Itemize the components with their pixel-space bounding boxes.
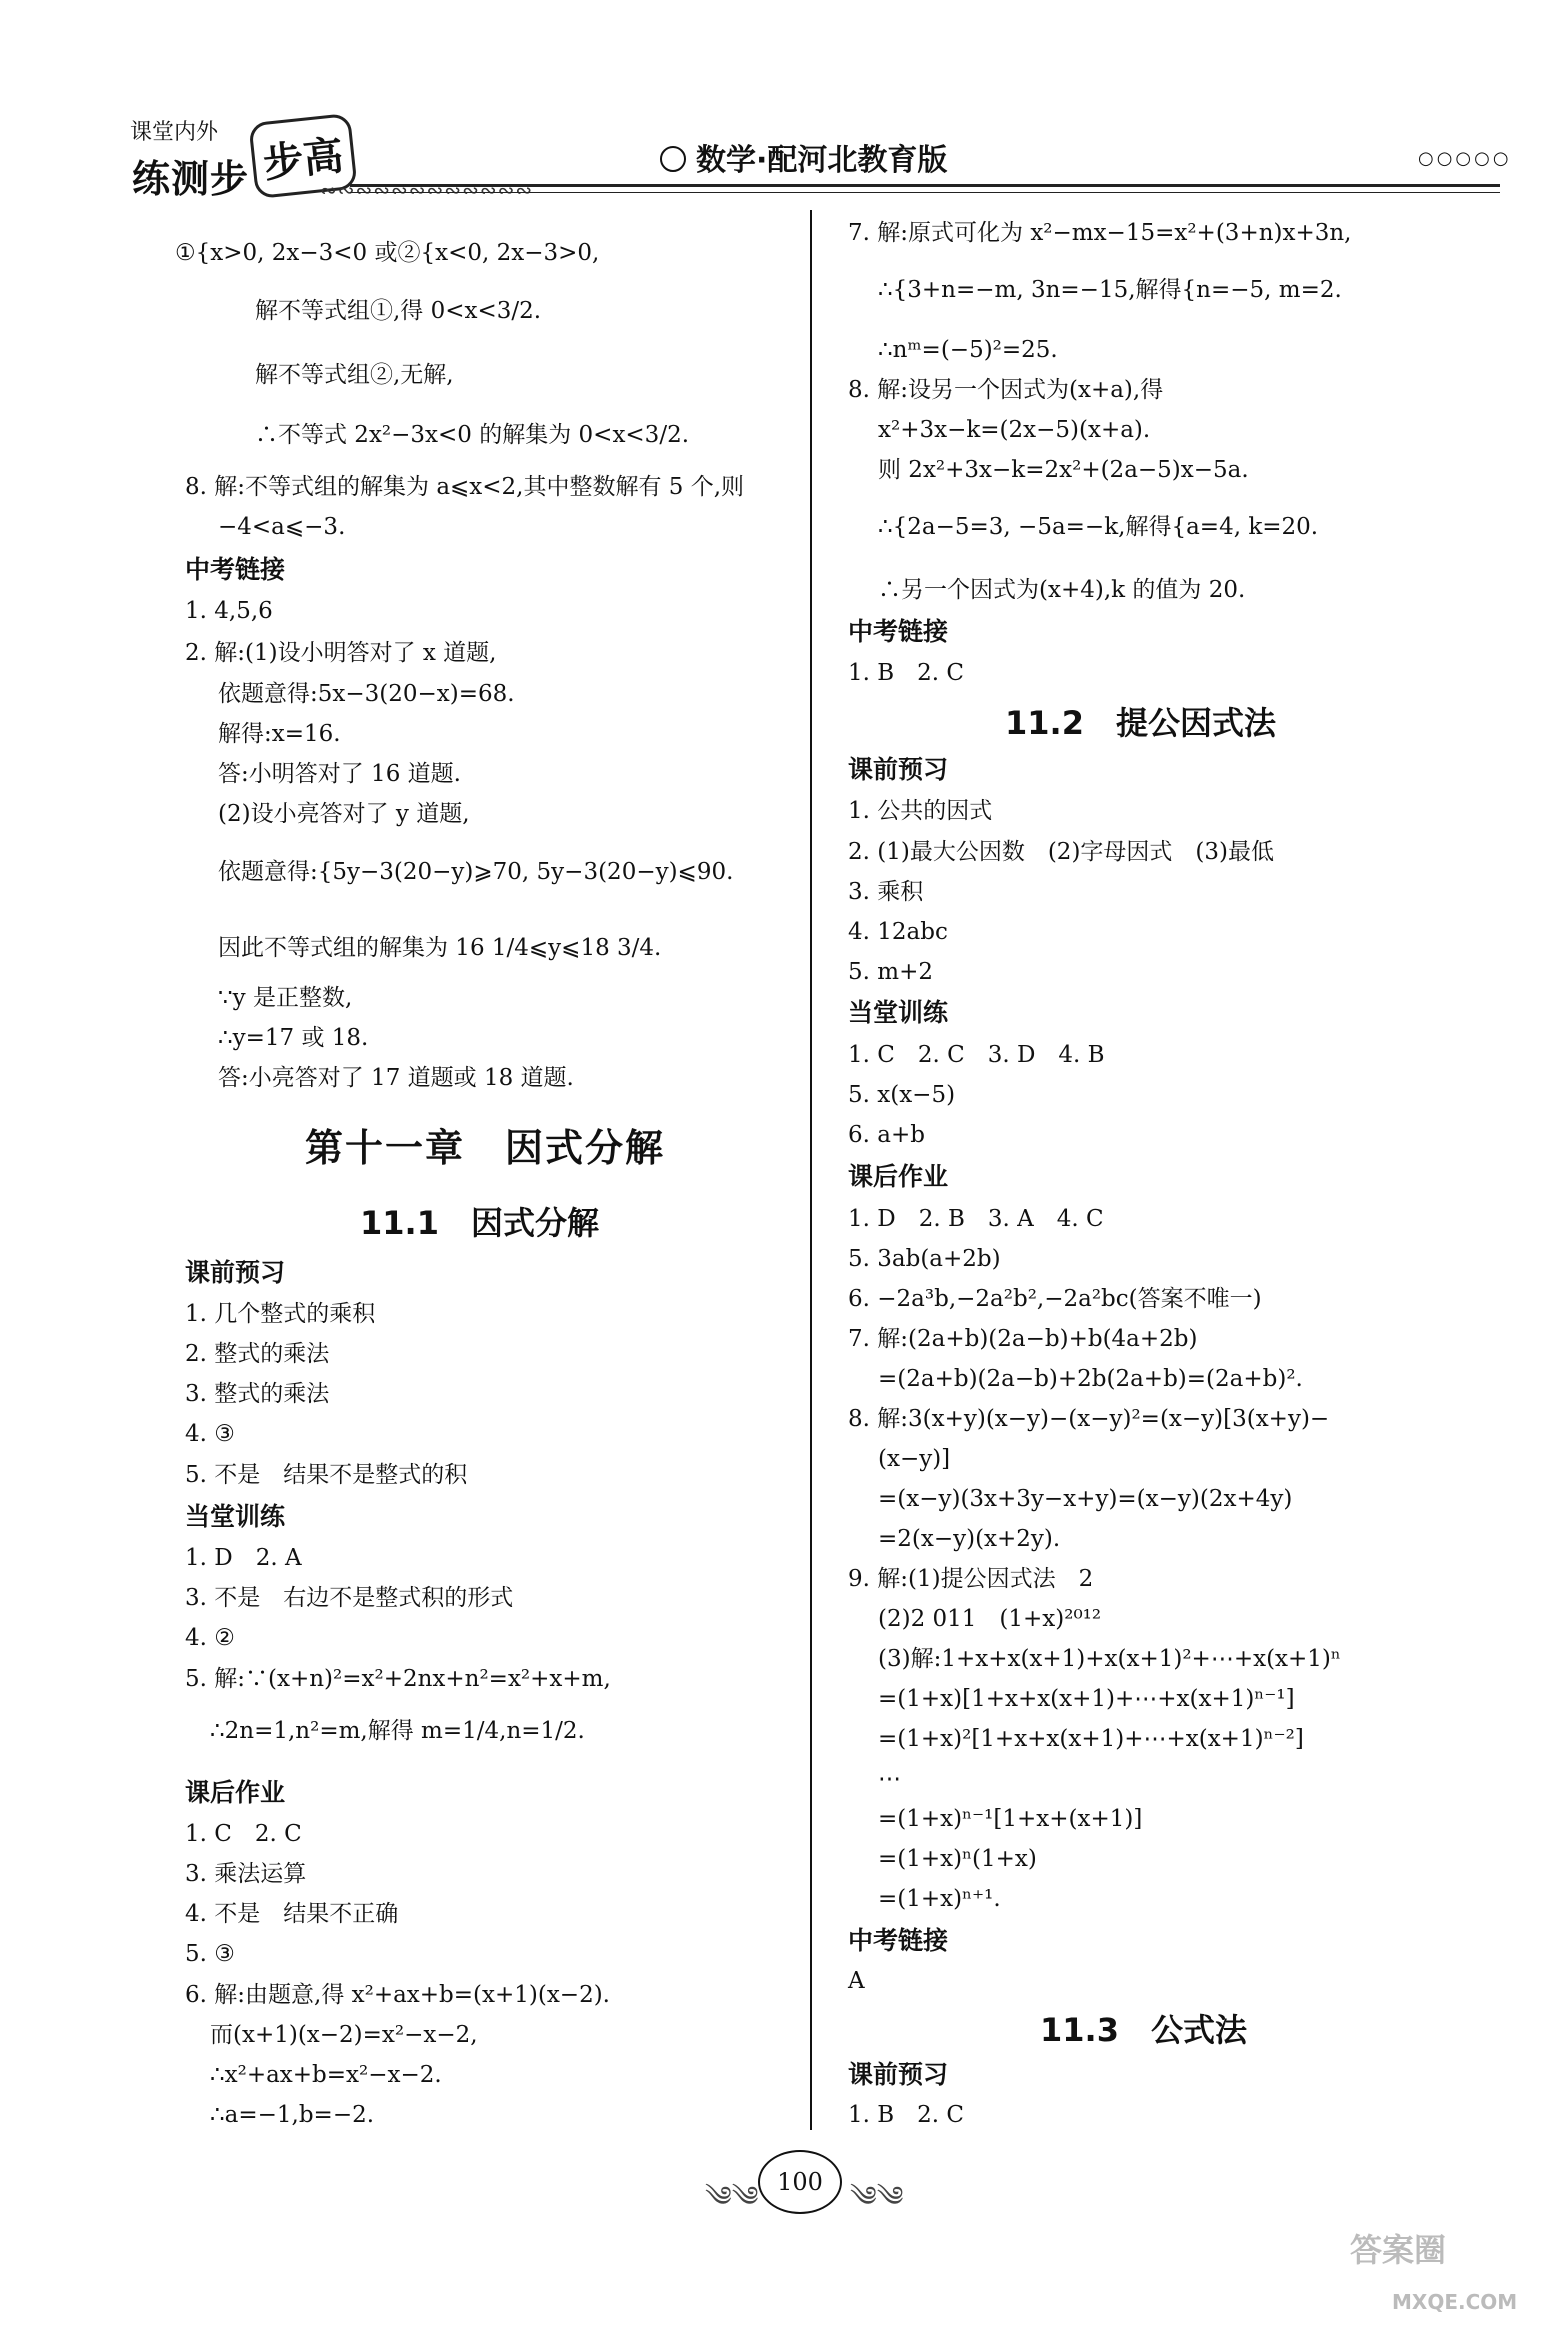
- header-title: [660, 135, 947, 179]
- logo-title: 练测步: [132, 157, 250, 201]
- logo-badge: 步高: [248, 113, 357, 199]
- right-line: ⋯: [878, 1766, 901, 1792]
- left-line: ∴y=17 或 18.: [218, 1025, 369, 1051]
- section-heading: 课前预习: [848, 755, 949, 784]
- right-line: (2)2 011 (1+x)²⁰¹²: [878, 1606, 1102, 1632]
- circle-mark-icon: [660, 146, 686, 172]
- section-heading: 课前预习: [848, 2060, 949, 2089]
- left-line: 6. 解:由题意,得 x²+ax+b=(x+1)(x−2).: [185, 1982, 610, 2008]
- right-line: 1. 公共的因式: [848, 798, 993, 824]
- left-line: 2. 整式的乘法: [185, 1341, 330, 1367]
- left-line: ∴x²+ax+b=x²−x−2.: [210, 2062, 442, 2088]
- section-heading: 当堂训练: [185, 1502, 286, 1531]
- left-line: 解得:x=16.: [218, 721, 341, 747]
- left-line: 5. 解:∵(x+n)²=x²+2nx+n²=x²+x+m,: [185, 1666, 611, 1692]
- chapter-title: 第十一章 因式分解: [305, 1126, 666, 1170]
- right-line: 1. C 2. C 3. D 4. B: [848, 1042, 1105, 1068]
- left-line: 答:小明答对了 16 道题.: [218, 761, 461, 787]
- header-dots: ○○○○○: [1418, 148, 1512, 169]
- left-line: 1. 4,5,6: [185, 598, 273, 624]
- subsection-title: 11.2 提公因式法: [1005, 704, 1276, 742]
- left-line: ①{x>0, 2x−3<0 或②{x<0, 2x−3>0,: [175, 240, 600, 266]
- left-line: 2. 解:(1)设小明答对了 x 道题,: [185, 640, 497, 666]
- left-line: 依题意得:{5y−3(20−y)⩾70, 5y−3(20−y)⩽90.: [218, 859, 734, 885]
- right-line: 9. 解:(1)提公因式法 2: [848, 1566, 1094, 1592]
- column-divider: [810, 210, 812, 2130]
- right-line: 5. 3ab(a+2b): [848, 1246, 1001, 1272]
- right-line: ∴另一个因式为(x+4),k 的值为 20.: [878, 577, 1246, 603]
- left-line: −4<a⩽−3.: [218, 514, 346, 540]
- left-line: 因此不等式组的解集为 16 1/4⩽y⩽18 3/4.: [218, 935, 662, 961]
- left-line: 5. 不是 结果不是整式的积: [185, 1462, 468, 1488]
- right-line: A: [848, 1968, 865, 1994]
- left-line: ∴a=−1,b=−2.: [210, 2102, 375, 2128]
- logo-subtitle: 课堂内外: [130, 120, 219, 145]
- right-line: =2(x−y)(x+2y).: [878, 1526, 1061, 1552]
- right-line: x²+3x−k=(2x−5)(x+a).: [878, 417, 1151, 443]
- right-line: 8. 解:3(x+y)(x−y)−(x−y)²=(x−y)[3(x+y)−: [848, 1406, 1330, 1432]
- right-line: =(1+x)ⁿ⁺¹.: [878, 1886, 1001, 1912]
- right-line: ∴{2a−5=3, −5a=−k,解得{a=4, k=20.: [878, 514, 1319, 540]
- right-line: 5. x(x−5): [848, 1082, 956, 1108]
- right-line: 2. (1)最大公因数 (2)字母因式 (3)最低: [848, 839, 1274, 865]
- left-line: 1. 几个整式的乘积: [185, 1301, 376, 1327]
- right-line: 6. −2a³b,−2a²b²,−2a²bc(答案不唯一): [848, 1286, 1262, 1312]
- right-line: 5. m+2: [848, 959, 933, 985]
- right-line: =(1+x)[1+x+x(x+1)+⋯+x(x+1)ⁿ⁻¹]: [878, 1686, 1295, 1712]
- right-line: ∴nᵐ=(−5)²=25.: [878, 337, 1058, 363]
- section-heading: 中考链接: [185, 555, 286, 584]
- right-line: 则 2x²+3x−k=2x²+(2a−5)x−5a.: [878, 457, 1249, 483]
- left-line: 4. ②: [185, 1625, 235, 1651]
- right-line: 7. 解:(2a+b)(2a−b)+b(4a+2b): [848, 1326, 1198, 1352]
- watermark-logo: 答案圈: [1350, 2231, 1447, 2269]
- left-line: ∴2n=1,n²=m,解得 m=1/4,n=1/2.: [210, 1718, 585, 1744]
- left-line: 1. C 2. C: [185, 1821, 302, 1847]
- page-number: 100: [758, 2150, 842, 2214]
- right-line: 3. 乘积: [848, 879, 924, 905]
- left-line: 解不等式组①,得 0<x<3/2.: [255, 298, 542, 324]
- watermark-url: MXQE.COM: [1392, 2290, 1518, 2314]
- left-line: 3. 整式的乘法: [185, 1381, 330, 1407]
- left-line: 1. D 2. A: [185, 1545, 302, 1571]
- section-heading: 当堂训练: [848, 998, 949, 1027]
- left-line: 3. 乘法运算: [185, 1861, 307, 1887]
- header-rule-thin: [350, 192, 1500, 193]
- page-header: [0, 0, 1562, 215]
- swirl-right-icon: ༄༄: [850, 2180, 904, 2213]
- left-line: 5. ③: [185, 1941, 235, 1967]
- left-line: 而(x+1)(x−2)=x²−x−2,: [210, 2022, 478, 2048]
- left-line: 答:小亮答对了 17 道题或 18 道题.: [218, 1065, 574, 1091]
- subsection-title: 11.1 因式分解: [360, 1204, 599, 1242]
- right-line: 8. 解:设另一个因式为(x+a),得: [848, 377, 1164, 403]
- left-line: (2)设小亮答对了 y 道题,: [218, 801, 470, 827]
- right-line: (3)解:1+x+x(x+1)+x(x+1)²+⋯+x(x+1)ⁿ: [878, 1646, 1341, 1672]
- right-line: =(x−y)(3x+3y−x+y)=(x−y)(2x+4y): [878, 1486, 1293, 1512]
- left-line: 3. 不是 右边不是整式积的形式: [185, 1585, 514, 1611]
- header-decoration: ∾∾∾∾∾∾∾∾∾∾∾∾: [320, 178, 534, 202]
- section-heading: 课后作业: [848, 1162, 949, 1191]
- section-heading: 课前预习: [185, 1258, 286, 1287]
- swirl-left-icon: ༄༄: [705, 2180, 759, 2213]
- right-line: 6. a+b: [848, 1122, 925, 1148]
- right-line: =(1+x)²[1+x+x(x+1)+⋯+x(x+1)ⁿ⁻²]: [878, 1726, 1304, 1752]
- right-line: 1. D 2. B 3. A 4. C: [848, 1206, 1104, 1232]
- section-heading: 课后作业: [185, 1778, 286, 1807]
- right-line: ∴{3+n=−m, 3n=−15,解得{n=−5, m=2.: [878, 277, 1342, 303]
- subsection-title: 11.3 公式法: [1040, 2011, 1247, 2049]
- right-line: 1. B 2. C: [848, 2102, 965, 2128]
- right-line: =(1+x)ⁿ(1+x): [878, 1846, 1037, 1872]
- left-line: 依题意得:5x−3(20−x)=68.: [218, 681, 515, 707]
- left-line: 8. 解:不等式组的解集为 a⩽x<2,其中整数解有 5 个,则: [185, 474, 745, 500]
- section-heading: 中考链接: [848, 617, 949, 646]
- section-heading: 中考链接: [848, 1926, 949, 1955]
- left-line: 4. 不是 结果不正确: [185, 1901, 399, 1927]
- right-line: =(1+x)ⁿ⁻¹[1+x+(x+1)]: [878, 1806, 1143, 1832]
- header-title-text: 数学·配河北教育版: [696, 143, 948, 178]
- header-rule: [350, 184, 1500, 187]
- left-line: 解不等式组②,无解,: [255, 362, 454, 388]
- left-line: ∵y 是正整数,: [218, 985, 353, 1011]
- left-line: ∴不等式 2x²−3x<0 的解集为 0<x<3/2.: [255, 422, 690, 448]
- right-line: =(2a+b)(2a−b)+2b(2a+b)=(2a+b)².: [878, 1366, 1303, 1392]
- right-line: 1. B 2. C: [848, 660, 965, 686]
- right-line: 7. 解:原式可化为 x²−mx−15=x²+(3+n)x+3n,: [848, 220, 1352, 246]
- right-line: 4. 12abc: [848, 919, 948, 945]
- right-line: (x−y)]: [878, 1446, 951, 1472]
- left-line: 4. ③: [185, 1421, 235, 1447]
